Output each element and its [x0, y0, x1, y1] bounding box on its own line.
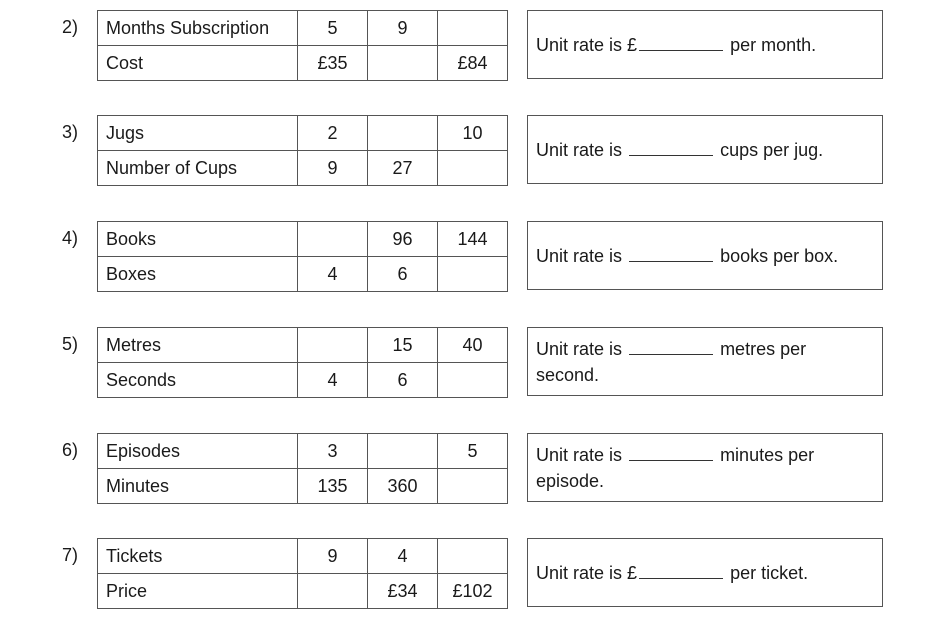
answer-text — [536, 442, 874, 494]
table-cell — [438, 151, 508, 186]
table-row — [98, 222, 508, 257]
answer-suffix: per month. — [730, 34, 817, 55]
table-row — [98, 46, 508, 81]
problem-4 — [0, 221, 930, 293]
answer-text — [536, 243, 838, 269]
answer-box — [527, 221, 883, 290]
table-cell: 9 — [298, 539, 368, 574]
table-cell: 10 — [438, 116, 508, 151]
table-cell — [438, 257, 508, 292]
table-cell — [438, 539, 508, 574]
table-row — [98, 11, 508, 46]
table-cell: 27 — [368, 151, 438, 186]
table-cell: 135 — [298, 469, 368, 504]
answer-blank[interactable] — [629, 139, 713, 156]
table-cell — [438, 11, 508, 46]
table-cell: 40 — [438, 328, 508, 363]
table-cell: 5 — [438, 434, 508, 469]
row-label: Months Subscription — [98, 11, 298, 46]
ratio-table — [97, 10, 508, 81]
answer-text — [536, 560, 808, 586]
table-row — [98, 257, 508, 292]
answer-suffix: cups per jug. — [720, 139, 824, 160]
table-row — [98, 151, 508, 186]
ratio-table — [97, 433, 508, 504]
table-cell: 3 — [298, 434, 368, 469]
answer-box — [527, 10, 883, 79]
table-cell: 6 — [368, 257, 438, 292]
answer-blank[interactable] — [629, 338, 713, 355]
answer-box — [527, 327, 883, 396]
answer-blank[interactable] — [639, 34, 723, 51]
table-cell: 4 — [298, 257, 368, 292]
answer-prefix: Unit rate is — [536, 338, 623, 359]
table-cell — [438, 363, 508, 398]
problem-7 — [0, 538, 930, 610]
row-label: Number of Cups — [98, 151, 298, 186]
table-cell — [298, 328, 368, 363]
answer-prefix: Unit rate is — [536, 139, 623, 160]
row-label: Jugs — [98, 116, 298, 151]
table-cell — [298, 222, 368, 257]
problem-number: 7) — [62, 545, 79, 565]
problem-number: 4) — [62, 228, 79, 248]
row-label: Boxes — [98, 257, 298, 292]
answer-box — [527, 538, 883, 607]
table-row — [98, 363, 508, 398]
ratio-table — [97, 327, 508, 398]
answer-suffix: minutes per episode. — [536, 444, 815, 491]
table-cell — [298, 574, 368, 609]
row-label: Books — [98, 222, 298, 257]
table-cell: 4 — [368, 539, 438, 574]
answer-prefix: Unit rate is — [536, 245, 623, 266]
answer-text — [536, 137, 823, 163]
answer-box — [527, 115, 883, 184]
problem-number: 5) — [62, 334, 79, 354]
row-label: Tickets — [98, 539, 298, 574]
table-cell — [368, 434, 438, 469]
answer-text — [536, 336, 874, 388]
table-cell: 9 — [298, 151, 368, 186]
table-row — [98, 434, 508, 469]
problem-number: 2) — [62, 17, 79, 37]
table-cell: 144 — [438, 222, 508, 257]
table-cell — [438, 469, 508, 504]
problem-number: 3) — [62, 122, 79, 142]
table-cell: 5 — [298, 11, 368, 46]
table-row — [98, 116, 508, 151]
row-label: Episodes — [98, 434, 298, 469]
problem-5 — [0, 327, 930, 399]
table-cell: 6 — [368, 363, 438, 398]
table-cell: 2 — [298, 116, 368, 151]
table-cell: 15 — [368, 328, 438, 363]
row-label: Price — [98, 574, 298, 609]
row-label: Cost — [98, 46, 298, 81]
table-cell: 96 — [368, 222, 438, 257]
table-cell: £102 — [438, 574, 508, 609]
answer-blank[interactable] — [629, 444, 713, 461]
ratio-table — [97, 221, 508, 292]
answer-prefix: Unit rate is £ — [536, 34, 638, 55]
problem-6 — [0, 433, 930, 505]
row-label: Seconds — [98, 363, 298, 398]
table-row — [98, 469, 508, 504]
answer-prefix: Unit rate is £ — [536, 562, 638, 583]
answer-blank[interactable] — [639, 562, 723, 579]
row-label: Minutes — [98, 469, 298, 504]
answer-blank[interactable] — [629, 245, 713, 262]
problem-2 — [0, 10, 930, 82]
table-row — [98, 328, 508, 363]
table-cell — [368, 116, 438, 151]
answer-box — [527, 433, 883, 502]
answer-suffix: metres per second. — [536, 338, 807, 385]
table-cell: 4 — [298, 363, 368, 398]
problem-3 — [0, 115, 930, 187]
table-cell — [368, 46, 438, 81]
answer-suffix: per ticket. — [730, 562, 809, 583]
table-cell: £35 — [298, 46, 368, 81]
table-row — [98, 539, 508, 574]
table-cell: £84 — [438, 46, 508, 81]
table-cell: 360 — [368, 469, 438, 504]
table-cell: 9 — [368, 11, 438, 46]
ratio-table — [97, 538, 508, 609]
answer-prefix: Unit rate is — [536, 444, 623, 465]
row-label: Metres — [98, 328, 298, 363]
table-cell: £34 — [368, 574, 438, 609]
answer-text — [536, 32, 816, 58]
answer-suffix: books per box. — [720, 245, 839, 266]
problem-number: 6) — [62, 440, 79, 460]
ratio-table — [97, 115, 508, 186]
table-row — [98, 574, 508, 609]
